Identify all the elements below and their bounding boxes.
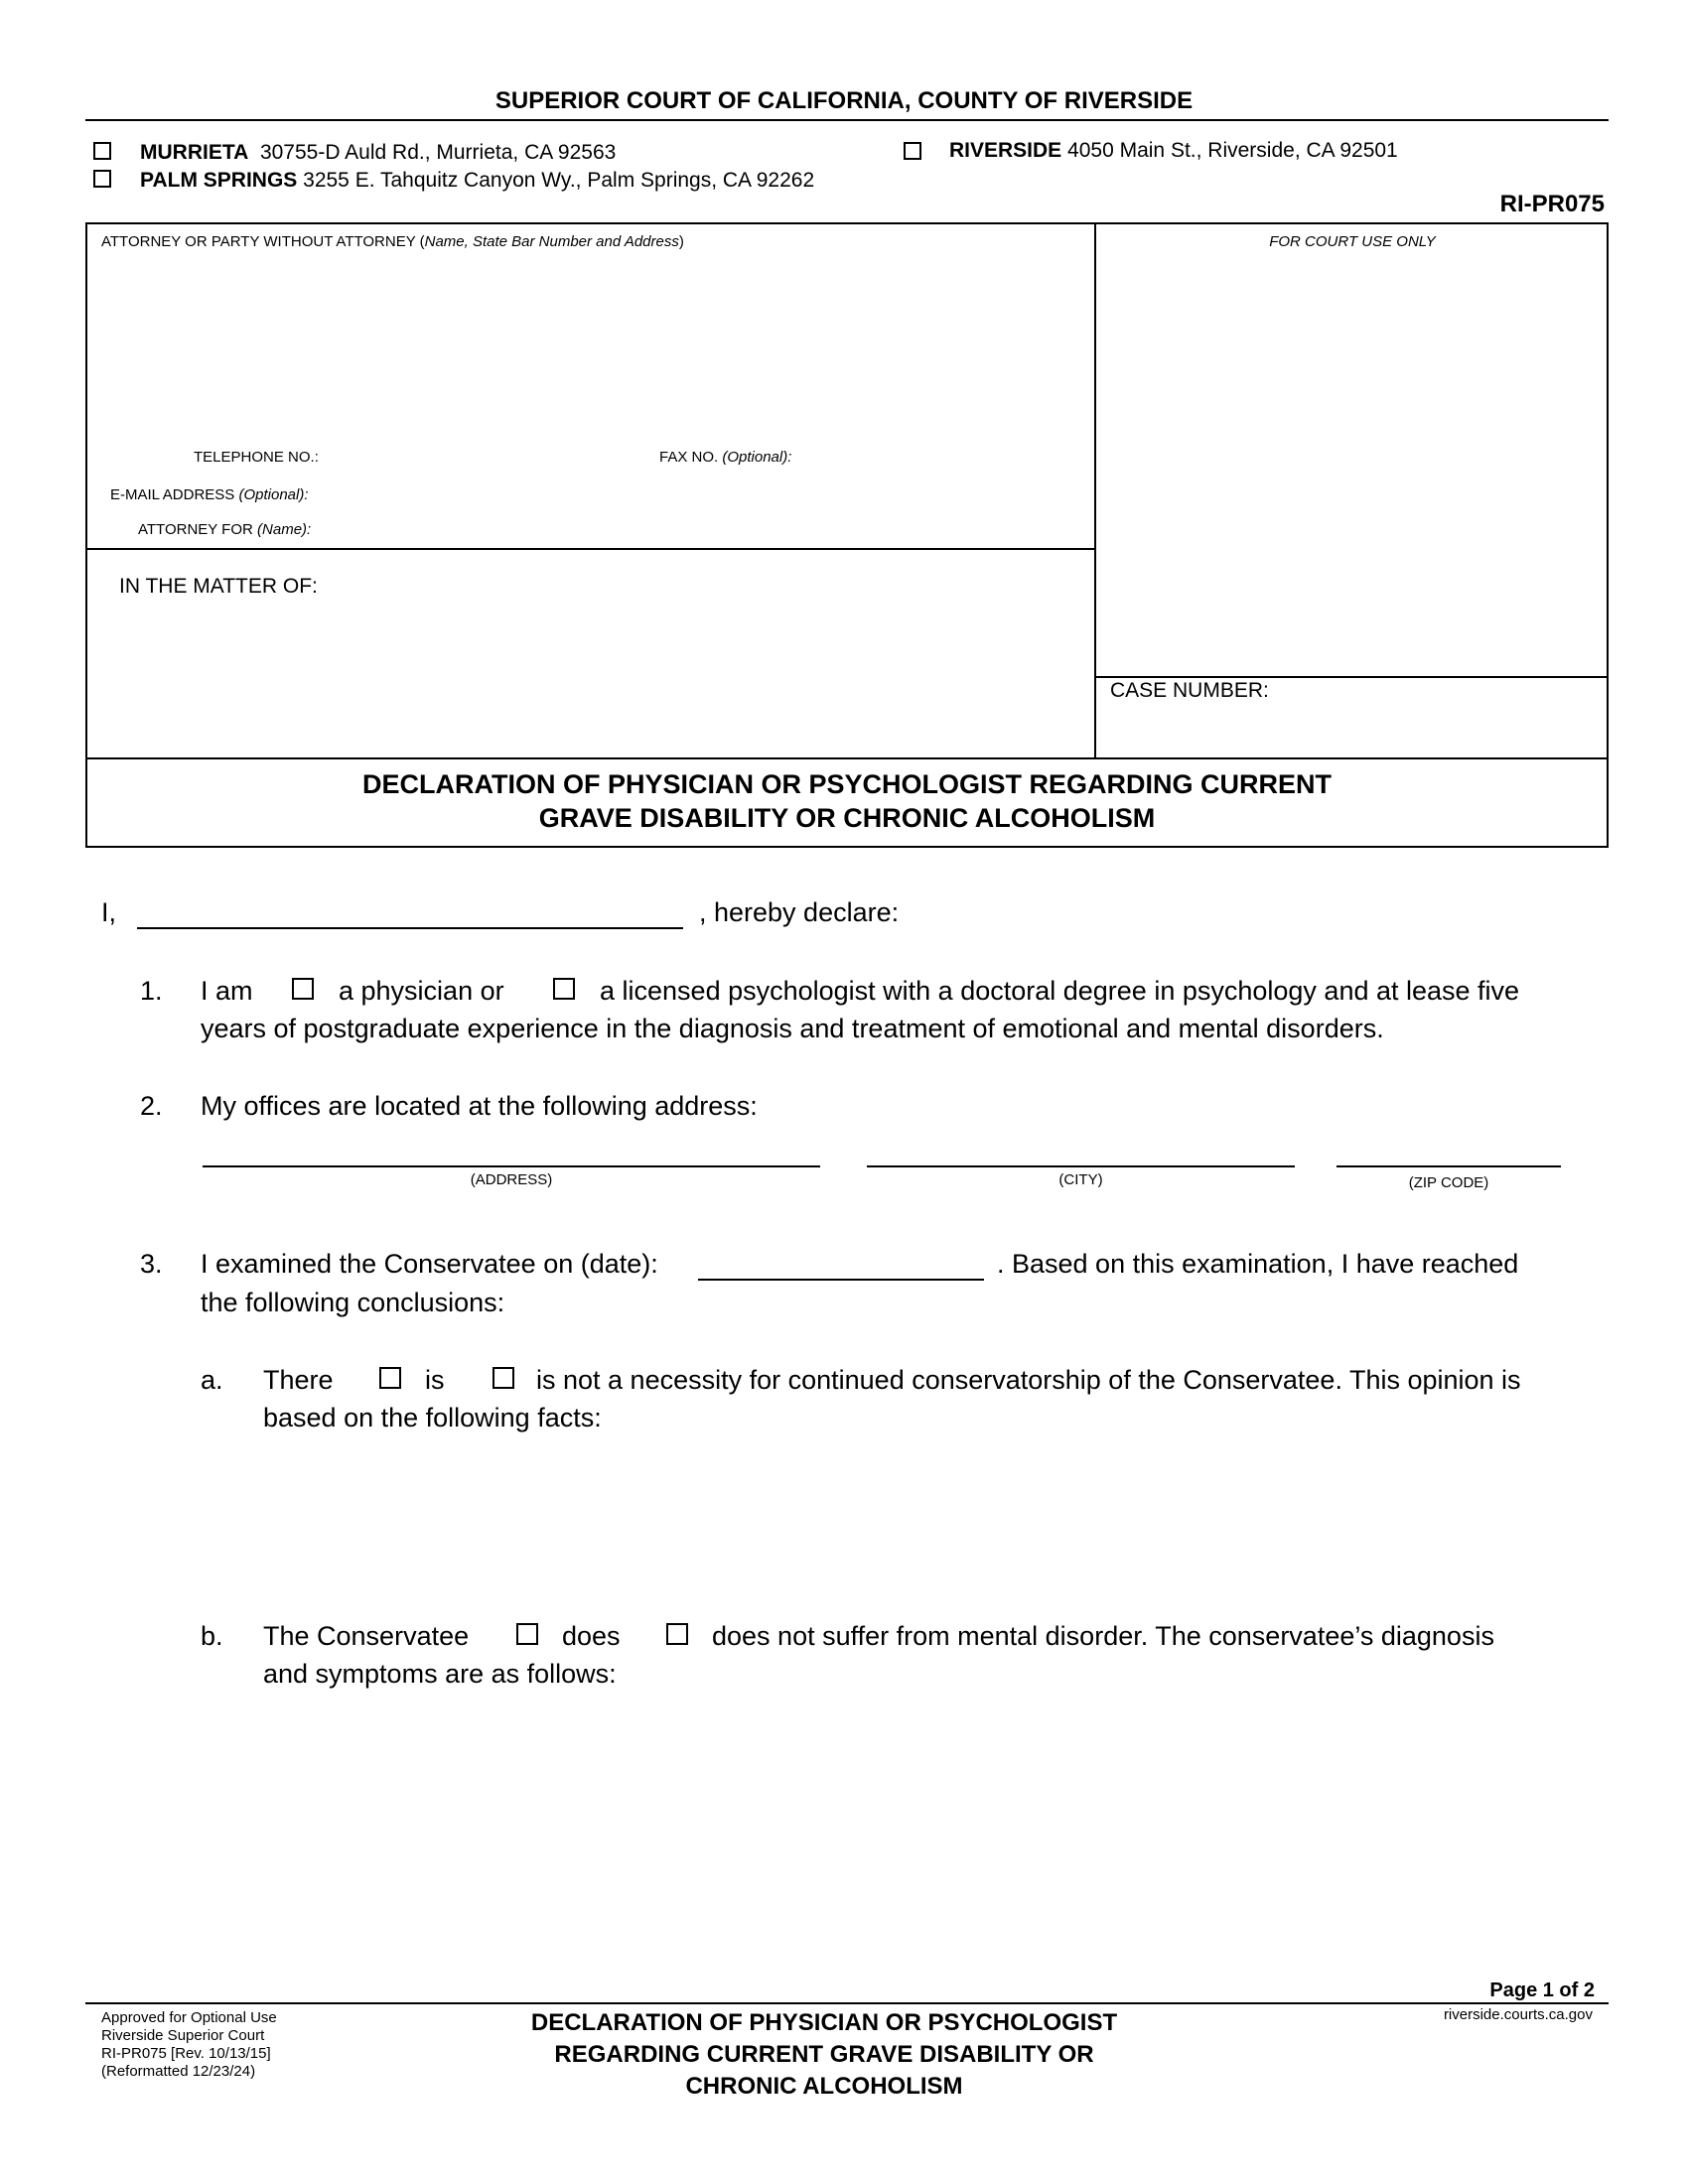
footer-title-line: CHRONIC ALCOHOLISM	[685, 2073, 963, 2100]
palm-springs-address: 3255 E. Tahquitz Canyon Wy., Palm Springs, CA 92262	[303, 169, 815, 192]
physician-option-label: a physician or	[339, 976, 504, 1006]
declarant-prefix: I,	[101, 897, 117, 927]
item3-text: I examined the Conservatee on (date):	[201, 1249, 658, 1279]
case-number-input[interactable]	[1110, 710, 1601, 748]
matter-label: IN THE MATTER OF:	[119, 575, 318, 598]
fax-label-text: FAX NO.	[659, 449, 719, 466]
email-input[interactable]	[338, 480, 1086, 508]
approval-line: RI-PR075 [Rev. 10/13/15]	[101, 2045, 271, 2062]
item3a-lead: There	[263, 1365, 334, 1395]
attorney-for-label-text: ATTORNEY FOR	[138, 521, 253, 538]
necessity-is-label: is	[425, 1365, 445, 1395]
court-use-label-text: FOR COURT USE ONLY	[1269, 233, 1436, 250]
form-number: RI-PR075	[1499, 191, 1605, 217]
item3-number: 3.	[140, 1249, 163, 1279]
examination-date-line	[698, 1279, 984, 1281]
item2-text: My offices are located at the following address:	[201, 1091, 758, 1121]
address-caption: (ADDRESS)	[470, 1171, 553, 1188]
footer-title-line: REGARDING CURRENT GRAVE DISABILITY OR	[554, 2041, 1094, 2068]
item3a-letter: a.	[201, 1365, 223, 1395]
telephone-input[interactable]	[338, 443, 649, 471]
approval-line: (Reformatted 12/23/24)	[101, 2063, 256, 2080]
city-line	[867, 1165, 1295, 1167]
attorney-label-close: )	[678, 233, 684, 250]
examination-date-input[interactable]	[700, 1247, 984, 1279]
item1-lead: I am	[201, 976, 253, 1006]
item2-number: 2.	[140, 1091, 163, 1121]
email-label-text: E-MAIL ADDRESS	[110, 486, 235, 503]
attorney-label-text: ATTORNEY OR PARTY WITHOUT ATTORNEY (	[101, 233, 425, 250]
item3-text-after: . Based on this examination, I have reached	[997, 1249, 1519, 1279]
necessity-is-not-label: is not a necessity for continued conservatorship of the Conservatee. This opinion is	[536, 1365, 1521, 1395]
murrieta-address: 30755-D Auld Rd., Murrieta, CA 92563	[259, 141, 617, 164]
email-optional-text: (Optional):	[238, 486, 309, 503]
supporting-facts-input[interactable]	[263, 1441, 1578, 1594]
attorney-name-address-input[interactable]	[101, 256, 1088, 439]
footer-rule	[85, 2002, 1609, 2004]
court-use-label	[1096, 233, 1609, 250]
necessity-is-not-checkbox[interactable]	[492, 1367, 514, 1389]
header-rule	[85, 119, 1609, 121]
office-address-input[interactable]	[205, 1134, 818, 1167]
attorney-for-name-text: (Name):	[257, 521, 312, 538]
item3b-letter: b.	[201, 1621, 223, 1651]
psychologist-checkbox[interactable]	[553, 978, 575, 1000]
fax-input[interactable]	[814, 443, 1086, 471]
fax-optional-text: (Optional):	[722, 449, 792, 466]
zip-caption: (ZIP CODE)	[1408, 1174, 1489, 1191]
physician-checkbox[interactable]	[292, 978, 314, 1000]
attorney-section-divider	[85, 548, 1095, 550]
diagnosis-symptoms-input[interactable]	[263, 1700, 1578, 1962]
court-website: riverside.courts.ca.gov	[1443, 2006, 1593, 2023]
attorney-label-italic: Name, State Bar Number and Address	[424, 233, 679, 250]
necessity-is-checkbox[interactable]	[379, 1367, 401, 1389]
murrieta-checkbox[interactable]	[93, 142, 111, 160]
address-line	[203, 1165, 820, 1167]
matter-input[interactable]	[119, 606, 1086, 749]
declarant-suffix: , hereby declare:	[699, 897, 900, 927]
item3b-line2: and symptoms are as follows:	[263, 1659, 617, 1689]
riverside-checkbox[interactable]	[904, 142, 921, 160]
caption-bottom-divider	[85, 757, 1609, 759]
fax-label	[659, 449, 791, 466]
psychologist-option-label: a licensed psychologist with a doctoral degree in psychology and at lease five	[600, 976, 1520, 1006]
page-number: Page 1 of 2	[1489, 1979, 1595, 2001]
footer-approval	[101, 2009, 277, 2081]
footer-title-line: DECLARATION OF PHYSICIAN OR PSYCHOLOGIST	[530, 2009, 1118, 2036]
riverside-address: 4050 Main St., Riverside, CA 92501	[1067, 139, 1398, 162]
disorder-does-not-checkbox[interactable]	[666, 1623, 688, 1645]
approval-line: Riverside Superior Court	[101, 2027, 265, 2044]
office-city-input[interactable]	[869, 1134, 1295, 1167]
palm-springs-checkbox[interactable]	[93, 170, 111, 188]
disorder-does-label: does	[562, 1621, 621, 1651]
item1-number: 1.	[140, 976, 163, 1006]
attorney-for-input[interactable]	[338, 515, 1086, 543]
city-caption: (CITY)	[1058, 1171, 1103, 1188]
murrieta-name: MURRIETA	[140, 141, 249, 164]
caption-vertical-divider	[1094, 222, 1096, 758]
murrieta-location	[140, 141, 616, 165]
disorder-does-not-label: does not suffer from mental disorder. The conservatee’s diagnosis	[712, 1621, 1494, 1651]
item1-line2: years of postgraduate experience in the diagnosis and treatment of emotional and mental disorders.	[201, 1014, 1384, 1043]
approval-line: Approved for Optional Use	[101, 2009, 277, 2026]
palm-springs-location	[140, 169, 814, 193]
declarant-name-line	[137, 927, 683, 929]
court-title: SUPERIOR COURT OF CALIFORNIA, COUNTY OF RIVERSIDE	[494, 87, 1194, 114]
telephone-label: TELEPHONE NO.:	[194, 449, 319, 466]
riverside-name: RIVERSIDE	[949, 139, 1062, 162]
email-label	[110, 486, 309, 503]
palm-springs-name: PALM SPRINGS	[140, 169, 298, 192]
riverside-location	[949, 139, 1398, 163]
footer-title	[427, 2007, 1221, 2103]
zip-line	[1336, 1165, 1561, 1167]
declarant-name-input[interactable]	[139, 895, 685, 927]
attorney-label	[101, 233, 684, 250]
disorder-does-checkbox[interactable]	[516, 1623, 538, 1645]
case-number-label: CASE NUMBER:	[1110, 679, 1269, 702]
form-title-line1: DECLARATION OF PHYSICIAN OR PSYCHOLOGIST REGARDING CURRENT	[361, 769, 1333, 799]
item3a-line2: based on the following facts:	[263, 1403, 602, 1433]
form-title-line2: GRAVE DISABILITY OR CHRONIC ALCOHOLISM	[538, 803, 1156, 833]
office-zip-input[interactable]	[1338, 1134, 1561, 1167]
item3-line2: the following conclusions:	[201, 1288, 505, 1317]
case-number-divider	[1094, 676, 1609, 678]
item3b-lead: The Conservatee	[263, 1621, 470, 1651]
attorney-for-label	[138, 521, 311, 538]
